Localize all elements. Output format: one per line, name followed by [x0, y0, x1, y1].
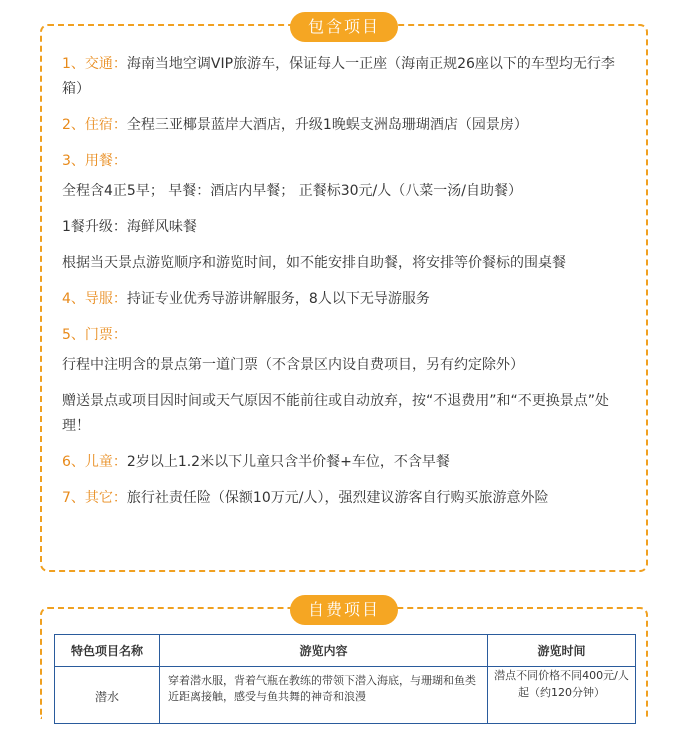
list-item: 全程含4正5早； 早餐：酒店内早餐； 正餐标30元/人（八菜一汤/自助餐） [62, 183, 522, 199]
list-item: 1、交通：海南当地空调VIP旅游车，保证每人一正座（海南正规26座以下的车型均无行李箱） [62, 56, 615, 97]
list-item: 赠送景点或项目因时间或天气原因不能前往或自动放弃，按“不退费用”和“不更换景点”处理！ [62, 393, 610, 434]
included-items-list [62, 52, 630, 511]
list-item: 根据当天景点游览顺序和游览时间，如不能安排自助餐，将安排等价餐标的围桌餐 [62, 255, 566, 271]
cell-time: 潜点不同价格不同400元/人起（约120分钟） [488, 667, 636, 724]
list-item: 7、其它：旅行社责任险（保额10万元/人），强烈建议游客自行购买旅游意外险 [62, 490, 549, 506]
table-row [55, 667, 636, 724]
list-item: 2、住宿：全程三亚椰景蓝岸大酒店，升级1晚蜈支洲岛珊瑚酒店（园景房） [62, 117, 528, 133]
optional-items-title: 自费项目 [290, 595, 398, 625]
list-item: 4、导服：持证专业优秀导游讲解服务，8人以下无导游服务 [62, 291, 430, 307]
column-header-time: 游览时间 [488, 635, 636, 667]
list-item: 1餐升级：海鲜风味餐 [62, 219, 197, 235]
list-item: 3、用餐： [62, 153, 127, 169]
column-header-content: 游览内容 [160, 635, 488, 667]
optional-items-table [54, 634, 636, 724]
cell-content: 穿着潜水服，背着气瓶在教练的带领下潜入海底，与珊瑚和鱼类近距离接触，感受与鱼共舞的神奇和浪漫 [160, 667, 488, 724]
list-item: 行程中注明含的景点第一道门票（不含景区内设自费项目，另有约定除外） [62, 357, 524, 373]
list-item: 6、儿童：2岁以上1.2米以下儿童只含半价餐+车位，不含早餐 [62, 454, 450, 470]
included-items-title: 包含项目 [290, 12, 398, 42]
list-item: 5、门票： [62, 327, 127, 343]
optional-items-section [40, 600, 648, 719]
column-header-name: 特色项目名称 [55, 635, 160, 667]
table-header-row [55, 635, 636, 667]
included-items-section [40, 17, 648, 572]
cell-name: 潜水 [55, 667, 160, 724]
